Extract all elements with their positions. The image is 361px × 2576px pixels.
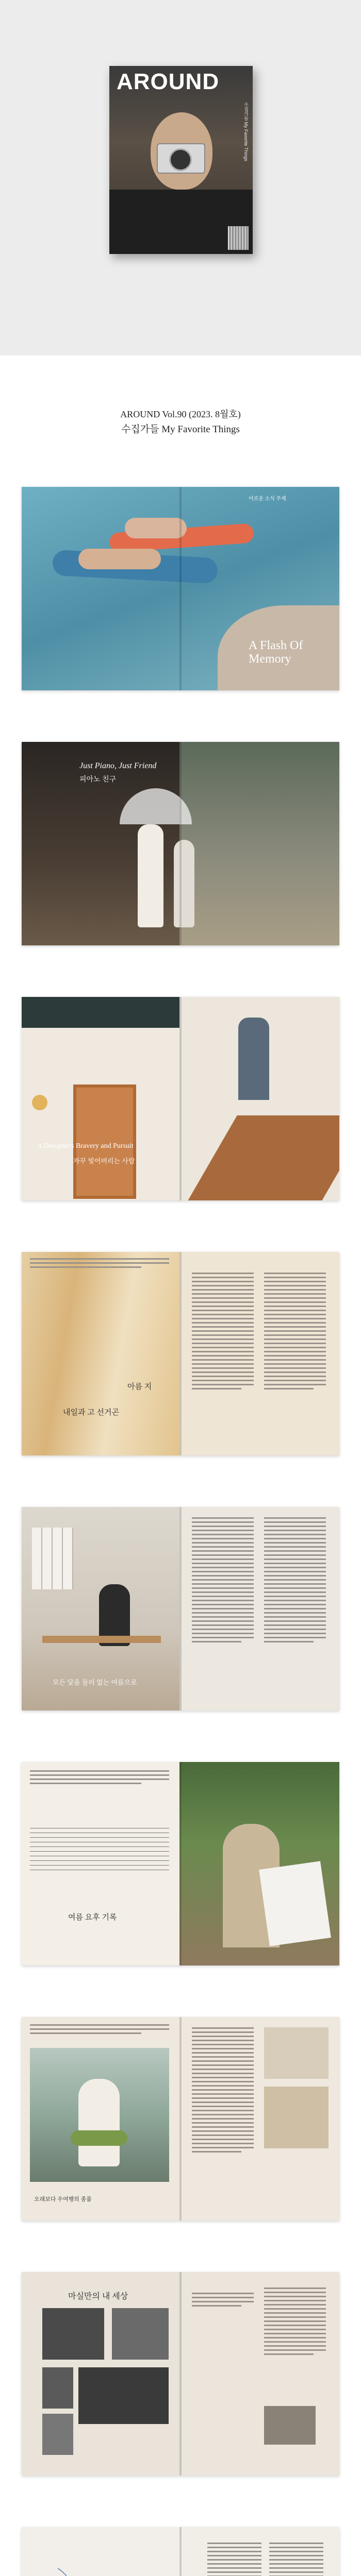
spread-7-title: 오래보다 우여행의 종품	[34, 2196, 92, 2202]
spread-4	[22, 1252, 339, 1455]
issue-line: AROUND Vol.90 (2023. 8월호)	[120, 409, 241, 419]
issue-subtitle: 수집가들 My Favorite Things	[121, 424, 240, 435]
spread-2	[22, 742, 339, 945]
spread-1-header: 어로운 소식 주제	[249, 496, 286, 502]
spread-4-title: 내일과 고 선거곤	[63, 1409, 119, 1417]
hero-background	[0, 0, 361, 355]
spread-5-title: 모든 닻을 둘러 없는 여름으로	[53, 1679, 137, 1686]
spread-3	[22, 997, 339, 1200]
magazine-cover	[109, 66, 253, 254]
spread-8	[22, 2272, 339, 2476]
cover-title: AROUND	[117, 69, 220, 94]
spread-9	[22, 2527, 339, 2576]
barcode-icon	[228, 226, 249, 250]
line-sketch-drawing	[42, 2558, 156, 2576]
spread-8-title: 마실만의 내 세상	[68, 2292, 128, 2301]
spread-4-side: 아름 지	[127, 1383, 152, 1391]
spread-2-title-ko: 피아노 친구	[79, 776, 117, 784]
spread-5	[22, 1507, 339, 1710]
spread-1	[22, 487, 339, 690]
cover-spine-text: 수집가들 My Favorite Things	[243, 102, 249, 161]
spread-6	[22, 1762, 339, 1965]
spread-6-title: 여름 요후 기록	[68, 1913, 117, 1922]
spread-1-title: A Flash Of Memory	[249, 639, 303, 666]
spread-2-title-en: Just Piano, Just Friend	[79, 761, 157, 770]
spread-3-title-ko: 자꾸 빛어버리는 사람	[73, 1157, 135, 1165]
spread-3-title-en: A Designer's Bravery and Pursuit	[37, 1142, 134, 1150]
spread-7	[22, 2017, 339, 2221]
camera-icon	[157, 143, 205, 174]
